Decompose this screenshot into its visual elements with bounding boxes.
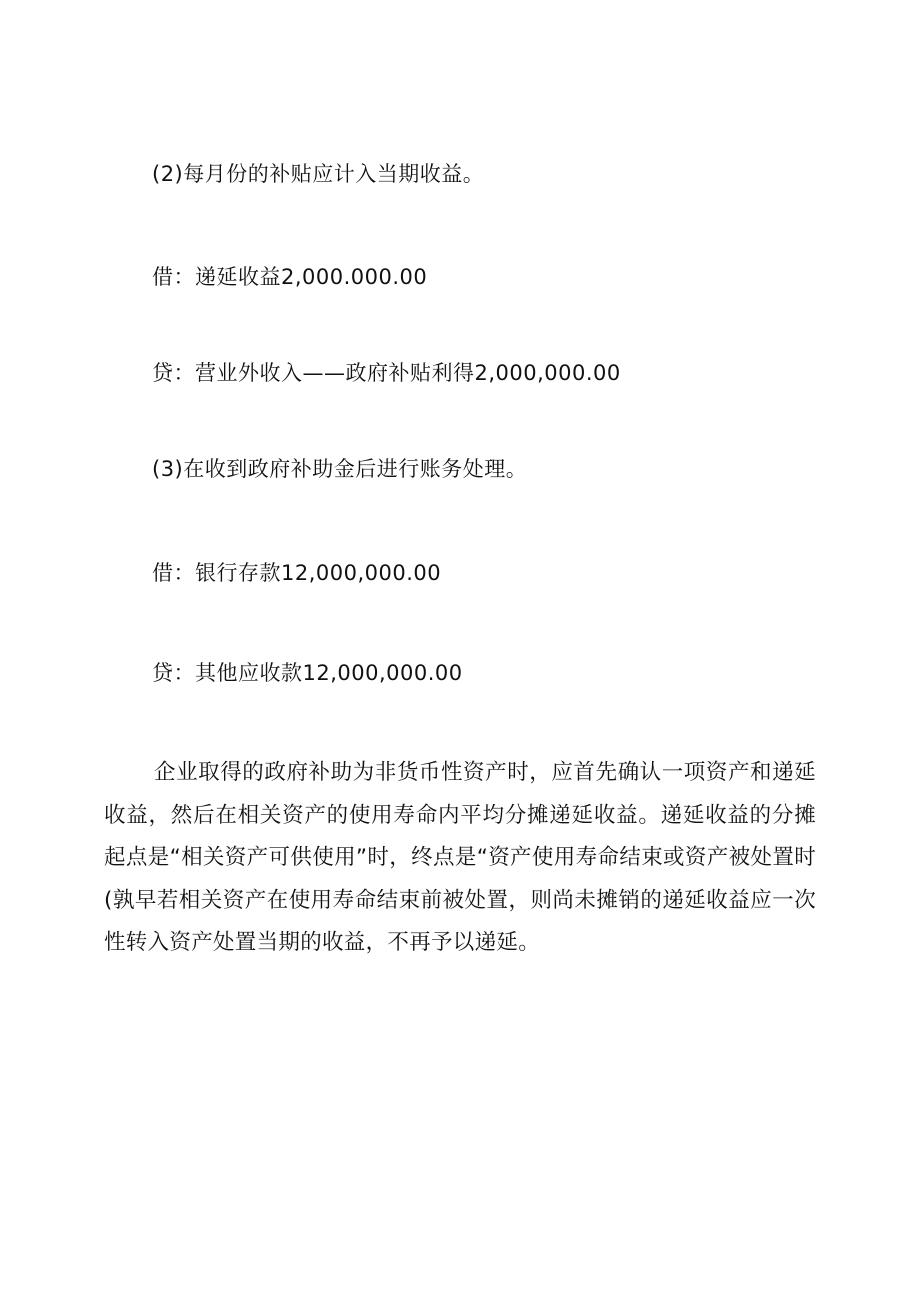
step-3-heading: (3)在收到政府补助金后进行账务处理。 bbox=[152, 457, 528, 481]
debit-entry-bank-deposit: 借：银行存款12,000,000.00 bbox=[152, 561, 442, 585]
credit-entry-non-operating-income: 贷：营业外收入——政府补贴利得2,000,000.00 bbox=[152, 361, 621, 385]
debit-entry-deferred-income: 借：递延收益2,000.000.00 bbox=[152, 265, 428, 289]
credit-entry-other-receivables: 贷：其他应收款12,000,000.00 bbox=[152, 661, 463, 685]
step-2-heading: (2)每月份的补贴应计入当期收益。 bbox=[152, 162, 485, 186]
body-paragraph: 企业取得的政府补助为非货币性资产时，应首先确认一项资产和递延收益，然后在相关资产的使用寿命内平均分摊递延收益。递延收益的分摊起点是“相关资产可供使用”时，终点是“资产使用寿命结束或资产被处置时(孰早若相关资产在使用寿命结束前被处置，则尚未摊销的递延收益应一次性转入资产处置当期的收益，不再予以递延。 bbox=[104, 760, 816, 955]
